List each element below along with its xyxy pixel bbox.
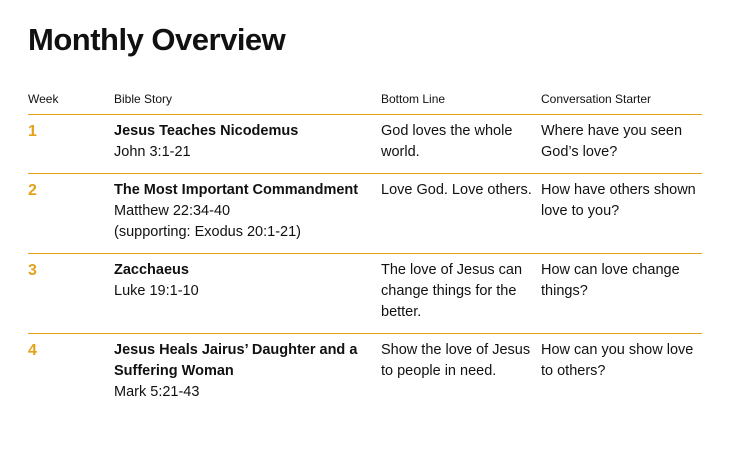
story-title: Jesus Teaches Nicodemus — [114, 123, 299, 139]
bible-story-cell — [114, 340, 381, 403]
bible-story-cell — [114, 260, 381, 323]
page-title: Monthly Overview — [28, 22, 286, 57]
story-reference: Matthew 22:34-40 — [114, 203, 231, 219]
story-title: Zacchaeus — [114, 262, 189, 278]
table-row — [28, 334, 702, 413]
table-header-row — [28, 91, 702, 115]
story-reference: John 3:1-21 — [114, 144, 191, 160]
story-title: The Most Important Commandment — [114, 182, 359, 198]
bottom-line-cell: Love God. Love others. — [381, 182, 532, 198]
conversation-starter-cell: How can you show love to others? — [541, 342, 694, 379]
bible-story-cell — [114, 180, 381, 243]
header-conversation-starter: Conversation Starter — [541, 92, 652, 106]
story-reference: Mark 5:21-43 — [114, 384, 200, 400]
week-number: 3 — [28, 262, 37, 279]
conversation-starter-cell: How can love change things? — [541, 262, 680, 299]
bible-story-cell — [114, 121, 381, 163]
table-row — [28, 254, 702, 334]
table-row — [28, 115, 702, 174]
table-row — [28, 174, 702, 254]
conversation-starter-cell: Where have you seen God’s love? — [541, 123, 683, 160]
story-supporting-reference: (supporting: Exodus 20:1-21) — [114, 224, 301, 240]
header-bible-story: Bible Story — [114, 92, 173, 106]
header-bottom-line: Bottom Line — [381, 92, 446, 106]
bottom-line-cell: The love of Jesus can change things for the better. — [381, 262, 523, 320]
conversation-starter-cell: How have others shown love to you? — [541, 182, 696, 219]
story-title: Jesus Heals Jairus’ Daughter and a Suffering Woman — [114, 342, 358, 379]
bottom-line-cell: God loves the whole world. — [381, 123, 513, 160]
bottom-line-cell: Show the love of Jesus to people in need. — [381, 342, 531, 379]
week-number: 4 — [28, 342, 37, 359]
story-reference: Luke 19:1-10 — [114, 283, 199, 299]
week-number: 2 — [28, 182, 37, 199]
header-week: Week — [28, 92, 59, 106]
monthly-overview-table — [28, 91, 702, 413]
week-number: 1 — [28, 123, 37, 140]
